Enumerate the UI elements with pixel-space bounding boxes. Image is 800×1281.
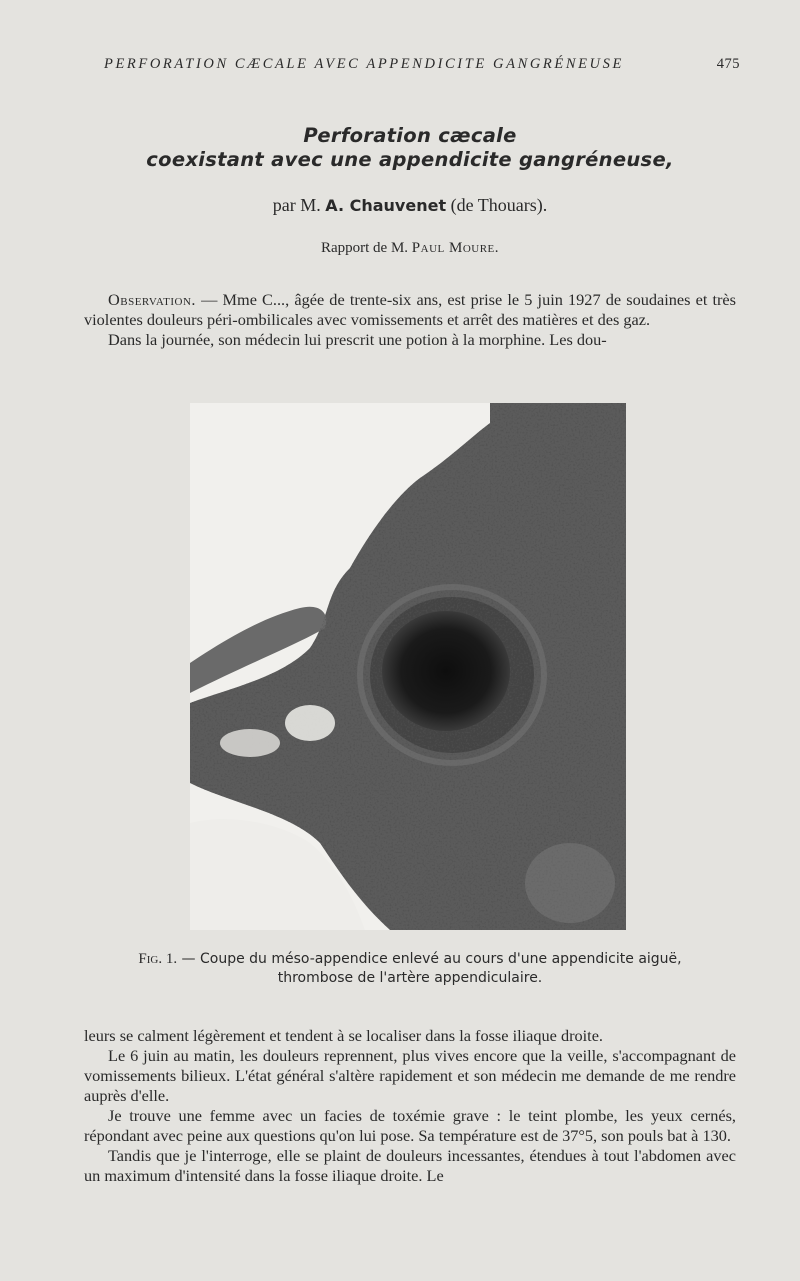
paragraph-continuation: leurs se calment légèrement et tendent à se localiser dans la fosse iliaque droite.: [84, 1026, 603, 1045]
paragraph-toxemia: Je trouve une femme avec un facies de toxémie grave : le teint plombe, les yeux cernés, répondant avec peine aux questions qu'on lui pose. Sa température est de 37°5, son pouls bat à 130.: [84, 1106, 736, 1145]
running-head: [104, 56, 740, 73]
report-prefix: Rapport de M.: [320, 240, 409, 256]
figure-label: Fig. 1.: [138, 951, 178, 967]
figure-micrograph: [190, 403, 626, 930]
article-title-line2: coexistant avec une appendicite gangréneuse,: [146, 148, 674, 171]
paragraph-june6: Le 6 juin au matin, les douleurs reprennent, plus vives encore que la veille, s'accompagnant de vomissements bilieux. L'état général s'altère rapidement et son médecin me demande de me rendre auprès d'elle.: [84, 1046, 736, 1105]
page-number: 475: [716, 56, 740, 72]
running-head-title: PERFORATION CÆCALE AVEC APPENDICITE GANGRÉNEUSE: [104, 56, 624, 72]
report-line: [80, 240, 740, 257]
observation-lead: Observation.: [108, 290, 196, 309]
figure-caption: [100, 950, 720, 988]
paragraph-observation: [84, 290, 736, 330]
observation-body: — Mme C..., âgée de trente-six ans, est prise le 5 juin 1927 de soudaines et très violentes douleurs péri-ombilicales avec vomissements et arrêt des matières et des gaz.: [84, 290, 736, 329]
article-title-line1: Perforation cæcale: [303, 124, 517, 147]
observation-text: [84, 290, 736, 350]
continuation-text: [84, 1026, 736, 1186]
report-author: Paul Moure.: [411, 240, 500, 256]
byline: [80, 195, 740, 216]
byline-suffix: (de Thouars).: [450, 195, 548, 215]
byline-author: A. Chauvenet: [325, 196, 447, 215]
figure-caption-text: — Coupe du méso-appendice enlevé au cours d'une appendicite aiguë, thrombose de l'artère appendiculaire.: [177, 951, 682, 986]
micrograph-image: [190, 403, 626, 930]
byline-prefix: par M.: [272, 195, 321, 215]
paragraph-morphine: Dans la journée, son médecin lui prescrit une potion à la morphine. Les dou-: [108, 330, 607, 349]
paragraph-pain: Tandis que je l'interroge, elle se plaint de douleurs incessantes, étendues à tout l'abdomen avec un maximum d'intensité dans la fosse iliaque droite. Le: [84, 1146, 736, 1185]
